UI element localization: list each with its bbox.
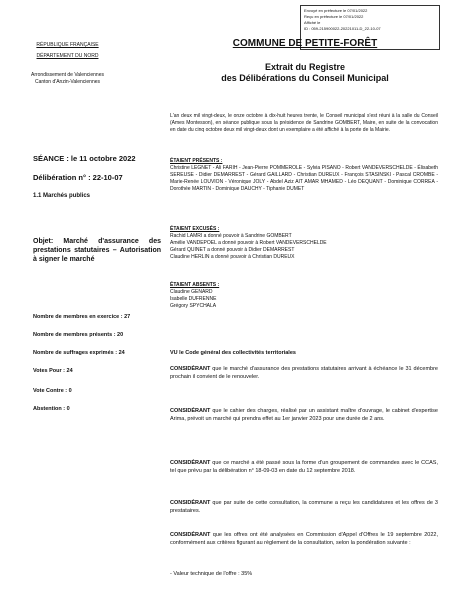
considerant-paragraph [170,408,438,423]
extrait-line1: Extrait du Registre [264,62,346,72]
considerant-lead: CONSIDÉRANT [170,366,211,372]
considerant-text: que ce marché a été passé sous la forme d'un groupement de commandes avec le CCAS, tel que prévu par la délibération n° 18-09-03 en date du 12 septembre 2018. [170,460,438,474]
stamp-line: ID : 059-215900022-20221011-D_22-10-07 [304,26,381,31]
absent-line: Isabelle DUFRENNE [170,296,217,302]
considerant-text: que par suite de cette consultation, la commune a reçu les candidatures et les offres de 3 prestataires. [170,500,438,514]
arrondissement-label: Arrondissement de Valenciennes [30,72,104,78]
stat-line: Nombre de membres en exercice : 27 [33,314,131,320]
considerant-paragraph [170,460,438,475]
considerant-lead: CONSIDÉRANT [170,408,211,414]
stamp-line: Affiché le [304,20,321,25]
excuses-block [170,226,438,261]
vu-line: VU le Code général des collectivités territoriales [170,350,296,356]
excuse-line: Gérard QUINET a donné pouvoir à Didier DEMARREST [170,247,295,253]
seance-date: SÉANCE : le 11 octobre 2022 [33,154,136,163]
excuses-title: ÉTAIENT EXCUSÉS : [170,226,220,232]
considerant-text: que le marché d'assurance des prestations statutaires arrivant à échéance le 31 décembre prochain il convient de le renouveler. [170,366,438,380]
canton-label: Canton d'Anzin-Valenciennes [34,79,101,85]
stat-line: Nombre de suffrages exprimés : 24 [33,350,125,356]
considerant-paragraph [170,500,438,515]
stat-line: Nombre de membres présents : 20 [33,332,124,338]
intro-paragraph: L'an deux mil vingt-deux, le onze octobre à dix-huit heures trente, le Conseil municipal s'est réuni à la salle du Conseil (Ames Montesson), en séance publique sous la présidence de Sandrine GOMBERT, Maire, en suite de la convocation en date du cinq octobre deux mil vingt-deux dont un exemplaire a été affiché à la porte de la Mairie. [170,113,438,133]
excuse-line: Amélie VANDEPOEL a donné pouvoir à Robert VANDEVERSCHELDE [170,240,327,246]
extrait-title [170,62,440,84]
excuse-line: Rachid LAMRI a donné pouvoir à Sandrine GOMBERT [170,233,292,239]
absent-line: Grégory SPYCHALA [170,303,217,309]
stat-line: Vote Contre : 0 [33,388,72,394]
considerant-text: que le cahier des charges, réalisé par un assistant maître d'ouvrage, le cabinet d'expertise Arima, prévoit un marché qui prendra effet au 1er janvier 2023 pour une durée de 2 ans. [170,408,438,422]
stamp-line: Reçu en préfecture le 07/01/2022 [304,14,364,19]
category-label: 1.1 Marchés publics [33,193,91,199]
commune-title: COMMUNE DE PETITE-FORÊT [232,38,378,49]
considerant-text: que les offres ont été analysées en Commission d'Appel d'Offres le 19 septembre 2022, conformément aux critères figurant au règlement de la consultation, selon la pondération suivante : [170,532,438,546]
presents-title: ÉTAIENT PRÉSENTS : [170,158,223,164]
stamp-line: Envoyé en préfecture le 07/01/2022 [304,8,368,13]
extrait-line2: des Délibérations du Conseil Municipal [221,73,389,83]
republique-label: RÉPUBLIQUE FRANÇAISE [36,42,99,48]
considerant-paragraph [170,532,438,547]
absent-line: Claudine GENARD [170,289,213,295]
departement-label: DÉPARTEMENT DU NORD [36,53,99,59]
presents-block [170,158,438,193]
absents-title: ÉTAIENT ABSENTS : [170,282,220,288]
excuse-line: Claudine HERLIN a donné pouvoir à Christian DUREUX [170,254,295,260]
absents-block [170,282,438,310]
considerant-lead: CONSIDÉRANT [170,460,211,466]
presents-list: Christine LEGNET - Ali FARIH - Jean-Pierre POMMEROLE - Sylvia PISANO - Robert VANDEVERSCHELDE - Élisabeth SEREUSE - Didier DEMARREST - Gérard GAILLARD - Christian DUREUX - François STASINSKI - Pascal CROMBE - Marie-Renée LOUVION - Véronique JOLY - Abdel Aziz AIT AMAR MHAMED - Léo DEQUANT - Dominique CORREA - Dorothée MARTIN - Dominique DAUCHY - Tiphanie DUMET [170,165,438,192]
criteria-bullet: - Valeur technique de l'offre : 35% [170,571,253,577]
left-header [10,42,125,86]
objet-title: Objet: Marché d'assurance des prestations statutaires – Autorisation à signer le marché [33,238,161,263]
deliberation-number: Délibération n° : 22-10-07 [33,173,123,182]
considerant-lead: CONSIDÉRANT [170,500,211,506]
stat-line: Abstention : 0 [33,406,70,412]
considerant-lead: CONSIDÉRANT [170,532,211,538]
considerant-paragraph [170,366,438,381]
stat-line: Votes Pour : 24 [33,368,73,374]
